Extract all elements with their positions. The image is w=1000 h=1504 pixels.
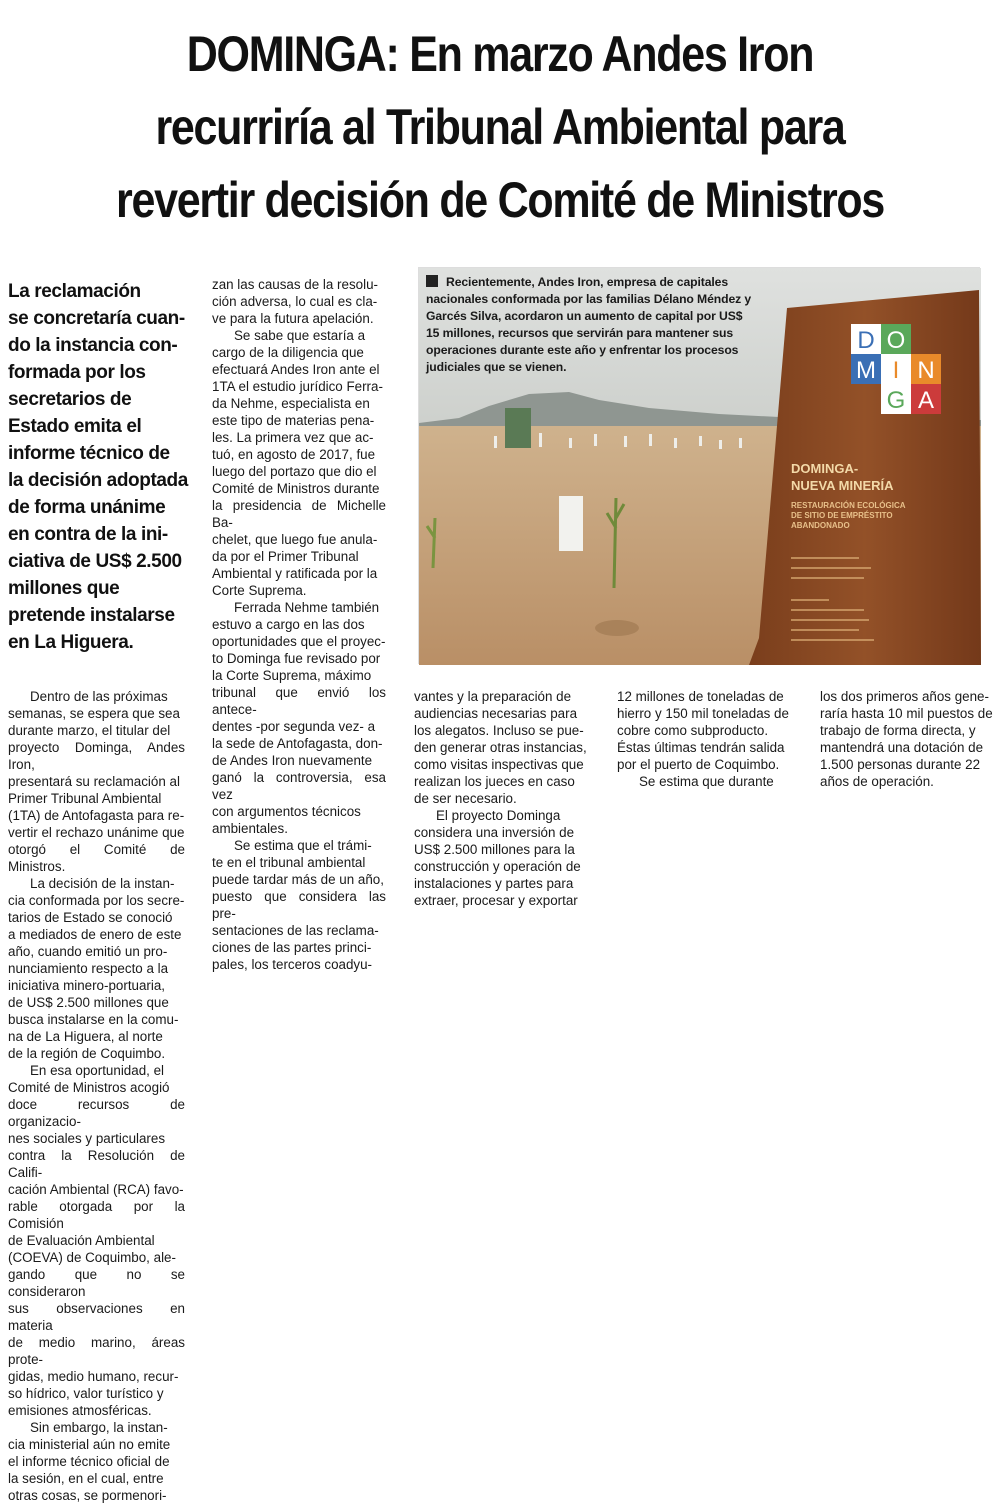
body-line: los dos primeros años gene- [820, 689, 989, 704]
logo-letter: I [892, 357, 900, 384]
body-line: puesto que considera las pre- [212, 889, 386, 921]
body-line: Ferrada Nehme también [234, 600, 380, 615]
body-line: contra la Resolución de Califi- [8, 1148, 185, 1180]
body-line: la sesión, en el cual, entre [8, 1471, 164, 1486]
sign-title: NUEVA MINERÍA [791, 478, 894, 493]
body-line: te en el tribunal ambiental [212, 855, 366, 870]
body-line: a mediados de enero de este [8, 927, 182, 942]
body-line: como visitas inspectivas que [414, 757, 584, 772]
body-line: otras cosas, se pormenori- [8, 1488, 167, 1503]
lead-line: La reclamación [8, 281, 141, 302]
body-line: los alegatos. Incluso se pue- [414, 723, 584, 738]
body-line: ambientales. [212, 821, 288, 836]
body-line: de Andes Iron nuevamente [212, 753, 373, 768]
body-line: ción adversa, lo cual es cla- [212, 294, 378, 309]
body-line: audiencias necesarias para [414, 706, 578, 721]
body-line: proyecto Dominga, Andes Iron, [8, 740, 185, 772]
article-column-1 [8, 688, 185, 1504]
lead-line: de forma unánime [8, 497, 166, 518]
body-line: otorgó el Comité de Ministros. [8, 842, 185, 874]
body-line: (1TA) de Antofagasta para re- [8, 808, 185, 823]
logo-letter: O [886, 327, 906, 354]
body-line: En esa oportunidad, el [30, 1063, 165, 1078]
sign-subtitle: DE SITIO DE EMPRÉSTITO [791, 511, 893, 520]
body-paragraph [8, 688, 185, 875]
body-line: cia ministerial aún no emite [8, 1437, 171, 1452]
body-line: de Evaluación Ambiental [8, 1233, 155, 1248]
headline-line: recurriría al Tribunal Ambiental para [155, 99, 845, 155]
body-paragraph [212, 327, 386, 599]
body-line: na de La Higuera, al norte [8, 1029, 163, 1044]
headline-line: DOMINGA: En marzo Andes Iron [186, 26, 814, 82]
body-line: El proyecto Dominga [436, 808, 561, 823]
body-paragraph [617, 773, 794, 790]
photo-caption [426, 274, 758, 376]
caption-marker-icon [426, 275, 438, 287]
body-line: ve para la futura apelación. [212, 311, 374, 326]
body-line: Corte Suprema. [212, 583, 307, 598]
body-paragraph [8, 875, 185, 1062]
body-line: hierro y 150 mil toneladas de [617, 706, 789, 721]
body-line: doce recursos de organizacio- [8, 1097, 185, 1129]
body-line: nunciamiento respecto a la [8, 961, 169, 976]
body-paragraph [414, 688, 590, 807]
body-line: Éstas últimas tendrán salida [617, 740, 785, 755]
sign-subtitle: ABANDONADO [791, 521, 850, 530]
water-tank [505, 408, 531, 448]
lead-line: pretende instalarse [8, 605, 175, 626]
body-line: la presidencia de Michelle Ba- [212, 498, 386, 530]
body-line: considera una inversión de [414, 825, 575, 840]
body-line: cación Ambiental (RCA) favo- [8, 1182, 184, 1197]
body-line: dentes -por segunda vez- a [212, 719, 376, 734]
body-line: rable otorgada por la Comisión [8, 1199, 185, 1231]
body-line: Se sabe que estaría a [234, 328, 366, 343]
article-column-5 [820, 688, 996, 790]
body-line: oportunidades que el proyec- [212, 634, 386, 649]
body-paragraph [212, 837, 386, 973]
body-line: estuvo a cargo en las dos [212, 617, 365, 632]
body-line: vantes y la preparación de [414, 689, 572, 704]
body-line: pales, los terceros coadyu- [212, 957, 373, 972]
body-line: trabajo de forma directa, y [820, 723, 976, 738]
body-line: da Nehme, especialista en [212, 396, 370, 411]
body-line: efectuará Andes Iron ante el [212, 362, 380, 377]
lead-line: Estado emita el [8, 416, 142, 437]
lead-line: secretarios de [8, 389, 132, 410]
body-line: so hídrico, valor turístico y [8, 1386, 164, 1401]
body-line: durante marzo, el titular del [8, 723, 171, 738]
body-line: presentará su reclamación al [8, 774, 180, 789]
body-line: ciones de las partes princi- [212, 940, 372, 955]
body-line: este tipo de materias pena- [212, 413, 375, 428]
body-paragraph [8, 1419, 185, 1504]
body-line: La decisión de la instan- [30, 876, 175, 891]
body-line: con argumentos técnicos [212, 804, 361, 819]
body-line: US$ 2.500 millones para la [414, 842, 575, 857]
body-line: tarios de Estado se conoció [8, 910, 173, 925]
body-line: instalaciones y partes para [414, 876, 574, 891]
body-line: luego del portazo que dio el [212, 464, 377, 479]
body-line: el informe técnico oficial de [8, 1454, 170, 1469]
body-line: construcción y operación de [414, 859, 581, 874]
lead-line: la decisión adoptada [8, 470, 188, 491]
headline [87, 18, 913, 237]
lead-paragraph [8, 278, 193, 656]
body-line: tribunal que envió los antece- [212, 685, 386, 717]
body-line: realizan los jueces en caso [414, 774, 575, 789]
body-line: gando que no se consideraron [8, 1267, 185, 1299]
body-line: Dentro de las próximas [30, 689, 168, 704]
body-line: cargo de la diligencia que [212, 345, 364, 360]
body-line: cobre como subproducto. [617, 723, 769, 738]
lead-line: en La Higuera. [8, 632, 134, 653]
body-paragraph [212, 599, 386, 837]
body-line: da por el Primer Tribunal [212, 549, 359, 564]
body-line: 12 millones de toneladas de [617, 689, 784, 704]
body-line: les. La primera vez que ac- [212, 430, 374, 445]
lead-line: informe técnico de [8, 443, 170, 464]
lead-line: do la instancia con- [8, 335, 178, 356]
pit [595, 620, 639, 636]
body-line: den generar otras instancias, [414, 740, 587, 755]
article-column-3 [414, 688, 590, 909]
body-line: cia conformada por los secre- [8, 893, 185, 908]
headline-line: revertir decisión de Comité de Ministros [115, 172, 885, 228]
body-line: 1.500 personas durante 22 [820, 757, 981, 772]
lead-line: en contra de la ini- [8, 524, 168, 545]
body-line: de medio marino, áreas prote- [8, 1335, 185, 1367]
body-line: zan las causas de la resolu- [212, 277, 378, 292]
body-paragraph [820, 688, 996, 790]
logo-letter: G [886, 387, 906, 414]
sign-title: DOMINGA- [791, 461, 859, 476]
body-line: Ambiental y ratificada por la [212, 566, 378, 581]
body-paragraph [617, 688, 794, 773]
body-line: nes sociales y particulares [8, 1131, 166, 1146]
body-line: tuó, en agosto de 2017, fue [212, 447, 376, 462]
body-line: Se estima que el trámi- [234, 838, 372, 853]
body-line: Sin embargo, la instan- [30, 1420, 168, 1435]
body-line: Comité de Ministros durante [212, 481, 380, 496]
body-line: raría hasta 10 mil puestos de [820, 706, 993, 721]
lead-line: millones que [8, 578, 120, 599]
logo-letter: D [857, 327, 875, 354]
logo-letter: M [856, 357, 876, 384]
body-line: to Dominga fue revisado por [212, 651, 381, 666]
body-line: ganó la controversia, esa vez [212, 770, 386, 802]
body-line: la sede de Antofagasta, don- [212, 736, 383, 751]
body-line: 1TA el estudio jurídico Ferra- [212, 379, 383, 394]
logo-letter: N [917, 357, 935, 384]
body-line: de la región de Coquimbo. [8, 1046, 166, 1061]
body-line: sentaciones de las reclama- [212, 923, 379, 938]
body-line: chelet, que luego fue anula- [212, 532, 378, 547]
body-line: Se estima que durante [639, 774, 774, 789]
body-line: gidas, medio humano, recur- [8, 1369, 179, 1384]
body-line: la Corte Suprema, máximo [212, 668, 372, 683]
body-paragraph [212, 276, 386, 327]
body-line: de ser necesario. [414, 791, 517, 806]
body-paragraph [8, 1062, 185, 1419]
caption-text: Recientemente, Andes Iron, empresa de capitales nacionales conformada por las familias Délano Méndez y Garcés Silva, acordaron un aumento de capital por US$ 15 millones, recursos que servirán para mantener sus operaciones durante este año y enfrentar los procesos judiciales que se vienen. [426, 275, 752, 374]
body-line: busca instalarse en la comu- [8, 1012, 179, 1027]
logo-letter: A [917, 387, 935, 414]
body-line: Primer Tribunal Ambiental [8, 791, 162, 806]
body-line: vertir el rechazo unánime que [8, 825, 185, 840]
body-line: iniciativa minero-portuaria, [8, 978, 166, 993]
body-line: por el puerto de Coquimbo. [617, 757, 780, 772]
body-line: (COEVA) de Coquimbo, ale- [8, 1250, 176, 1265]
article-column-4 [617, 688, 794, 790]
body-line: de US$ 2.500 millones que [8, 995, 169, 1010]
lead-line: formada por los [8, 362, 146, 383]
body-line: Comité de Ministros acogió [8, 1080, 170, 1095]
body-line: puede tardar más de un año, [212, 872, 384, 887]
body-line: años de operación. [820, 774, 934, 789]
body-line: sus observaciones en materia [8, 1301, 185, 1333]
lead-line: se concretaría cuan- [8, 308, 185, 329]
tree-guard [559, 496, 583, 551]
body-line: extraer, procesar y exportar [414, 893, 578, 908]
body-paragraph [414, 807, 590, 909]
lead-line: ciativa de US$ 2.500 [8, 551, 182, 572]
body-line: semanas, se espera que sea [8, 706, 180, 721]
sign-subtitle: RESTAURACIÓN ECOLÓGICA [791, 501, 906, 510]
body-line: mantendrá una dotación de [820, 740, 984, 755]
article-column-2 [212, 276, 386, 973]
body-line: emisiones atmosféricas. [8, 1403, 152, 1418]
body-line: año, cuando emitió un pro- [8, 944, 168, 959]
